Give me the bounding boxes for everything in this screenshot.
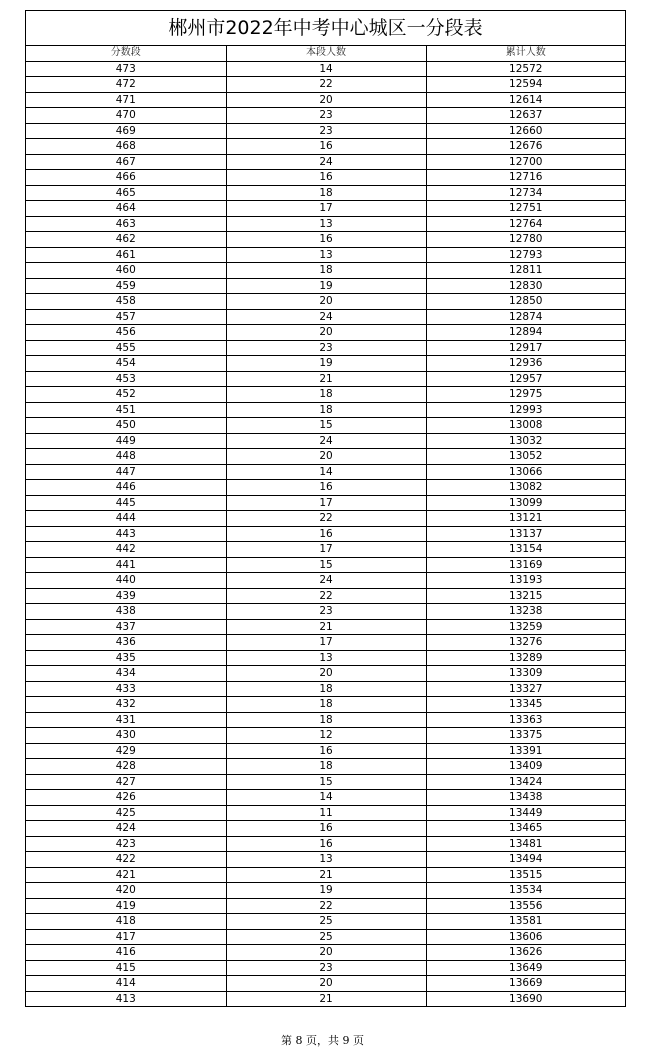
table-row bbox=[26, 976, 625, 992]
score-table bbox=[26, 46, 625, 1006]
band-count-cell: 19 bbox=[226, 356, 426, 372]
score-band-cell: 450 bbox=[26, 418, 226, 434]
score-band-cell: 470 bbox=[26, 108, 226, 124]
band-count-cell: 19 bbox=[226, 278, 426, 294]
table-row bbox=[26, 340, 625, 356]
cumulative-count-cell: 13669 bbox=[426, 976, 625, 992]
band-count-cell: 13 bbox=[226, 216, 426, 232]
score-band-cell: 417 bbox=[26, 929, 226, 945]
table-row bbox=[26, 914, 625, 930]
score-band-cell: 441 bbox=[26, 557, 226, 573]
cumulative-count-cell: 13082 bbox=[426, 480, 625, 496]
table-row bbox=[26, 759, 625, 775]
cumulative-count-cell: 12660 bbox=[426, 123, 625, 139]
table-row bbox=[26, 821, 625, 837]
score-band-cell: 472 bbox=[26, 77, 226, 93]
table-row bbox=[26, 666, 625, 682]
score-band-cell: 464 bbox=[26, 201, 226, 217]
band-count-cell: 16 bbox=[226, 139, 426, 155]
table-row bbox=[26, 402, 625, 418]
cumulative-count-cell: 12614 bbox=[426, 92, 625, 108]
header-band-count: 本段人数 bbox=[226, 46, 426, 61]
table-row bbox=[26, 449, 625, 465]
cumulative-count-cell: 13363 bbox=[426, 712, 625, 728]
band-count-cell: 13 bbox=[226, 650, 426, 666]
band-count-cell: 11 bbox=[226, 805, 426, 821]
cumulative-count-cell: 12764 bbox=[426, 216, 625, 232]
cumulative-count-cell: 13193 bbox=[426, 573, 625, 589]
cumulative-count-cell: 13238 bbox=[426, 604, 625, 620]
score-band-cell: 419 bbox=[26, 898, 226, 914]
score-band-cell: 459 bbox=[26, 278, 226, 294]
band-count-cell: 14 bbox=[226, 790, 426, 806]
score-band-cell: 465 bbox=[26, 185, 226, 201]
table-row bbox=[26, 201, 625, 217]
band-count-cell: 24 bbox=[226, 433, 426, 449]
cumulative-count-cell: 13121 bbox=[426, 511, 625, 527]
band-count-cell: 20 bbox=[226, 92, 426, 108]
cumulative-count-cell: 12874 bbox=[426, 309, 625, 325]
score-distribution-sheet bbox=[25, 10, 626, 1007]
band-count-cell: 24 bbox=[226, 154, 426, 170]
table-row bbox=[26, 216, 625, 232]
table-row bbox=[26, 945, 625, 961]
table-row bbox=[26, 805, 625, 821]
score-band-cell: 444 bbox=[26, 511, 226, 527]
cumulative-count-cell: 13626 bbox=[426, 945, 625, 961]
band-count-cell: 20 bbox=[226, 945, 426, 961]
band-count-cell: 24 bbox=[226, 309, 426, 325]
band-count-cell: 20 bbox=[226, 294, 426, 310]
table-row bbox=[26, 387, 625, 403]
score-band-cell: 428 bbox=[26, 759, 226, 775]
table-row bbox=[26, 278, 625, 294]
band-count-cell: 14 bbox=[226, 61, 426, 77]
score-band-cell: 457 bbox=[26, 309, 226, 325]
cumulative-count-cell: 13409 bbox=[426, 759, 625, 775]
table-row bbox=[26, 309, 625, 325]
table-row bbox=[26, 294, 625, 310]
cumulative-count-cell: 13690 bbox=[426, 991, 625, 1006]
cumulative-count-cell: 13606 bbox=[426, 929, 625, 945]
table-row bbox=[26, 123, 625, 139]
cumulative-count-cell: 13649 bbox=[426, 960, 625, 976]
table-body bbox=[26, 61, 625, 1006]
band-count-cell: 16 bbox=[226, 821, 426, 837]
score-band-cell: 432 bbox=[26, 697, 226, 713]
band-count-cell: 20 bbox=[226, 976, 426, 992]
band-count-cell: 20 bbox=[226, 325, 426, 341]
cumulative-count-cell: 13137 bbox=[426, 526, 625, 542]
cumulative-count-cell: 13032 bbox=[426, 433, 625, 449]
band-count-cell: 13 bbox=[226, 247, 426, 263]
band-count-cell: 18 bbox=[226, 712, 426, 728]
table-row bbox=[26, 557, 625, 573]
score-band-cell: 463 bbox=[26, 216, 226, 232]
band-count-cell: 19 bbox=[226, 883, 426, 899]
cumulative-count-cell: 13066 bbox=[426, 464, 625, 480]
score-band-cell: 460 bbox=[26, 263, 226, 279]
band-count-cell: 16 bbox=[226, 480, 426, 496]
score-band-cell: 438 bbox=[26, 604, 226, 620]
cumulative-count-cell: 12830 bbox=[426, 278, 625, 294]
cumulative-count-cell: 13438 bbox=[426, 790, 625, 806]
score-band-cell: 416 bbox=[26, 945, 226, 961]
cumulative-count-cell: 12676 bbox=[426, 139, 625, 155]
cumulative-count-cell: 12780 bbox=[426, 232, 625, 248]
table-row bbox=[26, 154, 625, 170]
table-row bbox=[26, 61, 625, 77]
table-row bbox=[26, 836, 625, 852]
score-band-cell: 466 bbox=[26, 170, 226, 186]
cumulative-count-cell: 12975 bbox=[426, 387, 625, 403]
score-band-cell: 421 bbox=[26, 867, 226, 883]
table-row bbox=[26, 92, 625, 108]
table-row bbox=[26, 139, 625, 155]
cumulative-count-cell: 12700 bbox=[426, 154, 625, 170]
score-band-cell: 420 bbox=[26, 883, 226, 899]
band-count-cell: 18 bbox=[226, 263, 426, 279]
band-count-cell: 21 bbox=[226, 371, 426, 387]
header-score-band: 分数段 bbox=[26, 46, 226, 61]
table-row bbox=[26, 852, 625, 868]
cumulative-count-cell: 13424 bbox=[426, 774, 625, 790]
score-band-cell: 456 bbox=[26, 325, 226, 341]
table-row bbox=[26, 960, 625, 976]
cumulative-count-cell: 13494 bbox=[426, 852, 625, 868]
table-row bbox=[26, 108, 625, 124]
cumulative-count-cell: 12751 bbox=[426, 201, 625, 217]
table-row bbox=[26, 898, 625, 914]
score-band-cell: 440 bbox=[26, 573, 226, 589]
score-band-cell: 415 bbox=[26, 960, 226, 976]
band-count-cell: 13 bbox=[226, 852, 426, 868]
cumulative-count-cell: 13099 bbox=[426, 495, 625, 511]
cumulative-count-cell: 13449 bbox=[426, 805, 625, 821]
band-count-cell: 21 bbox=[226, 619, 426, 635]
cumulative-count-cell: 13259 bbox=[426, 619, 625, 635]
score-band-cell: 455 bbox=[26, 340, 226, 356]
score-band-cell: 445 bbox=[26, 495, 226, 511]
table-row bbox=[26, 588, 625, 604]
table-row bbox=[26, 232, 625, 248]
score-band-cell: 414 bbox=[26, 976, 226, 992]
table-row bbox=[26, 325, 625, 341]
band-count-cell: 20 bbox=[226, 449, 426, 465]
score-band-cell: 468 bbox=[26, 139, 226, 155]
score-band-cell: 439 bbox=[26, 588, 226, 604]
band-count-cell: 16 bbox=[226, 170, 426, 186]
table-row bbox=[26, 573, 625, 589]
cumulative-count-cell: 12594 bbox=[426, 77, 625, 93]
band-count-cell: 16 bbox=[226, 743, 426, 759]
score-band-cell: 454 bbox=[26, 356, 226, 372]
cumulative-count-cell: 13215 bbox=[426, 588, 625, 604]
band-count-cell: 23 bbox=[226, 604, 426, 620]
band-count-cell: 22 bbox=[226, 511, 426, 527]
band-count-cell: 15 bbox=[226, 774, 426, 790]
table-row bbox=[26, 247, 625, 263]
cumulative-count-cell: 13581 bbox=[426, 914, 625, 930]
score-band-cell: 435 bbox=[26, 650, 226, 666]
band-count-cell: 25 bbox=[226, 929, 426, 945]
table-row bbox=[26, 790, 625, 806]
score-band-cell: 427 bbox=[26, 774, 226, 790]
table-row bbox=[26, 867, 625, 883]
cumulative-count-cell: 12850 bbox=[426, 294, 625, 310]
cumulative-count-cell: 13309 bbox=[426, 666, 625, 682]
score-band-cell: 434 bbox=[26, 666, 226, 682]
table-row bbox=[26, 728, 625, 744]
header-cumulative-count: 累计人数 bbox=[426, 46, 625, 61]
band-count-cell: 23 bbox=[226, 123, 426, 139]
band-count-cell: 24 bbox=[226, 573, 426, 589]
score-band-cell: 431 bbox=[26, 712, 226, 728]
cumulative-count-cell: 12993 bbox=[426, 402, 625, 418]
score-band-cell: 436 bbox=[26, 635, 226, 651]
score-band-cell: 449 bbox=[26, 433, 226, 449]
table-row bbox=[26, 77, 625, 93]
band-count-cell: 18 bbox=[226, 402, 426, 418]
cumulative-count-cell: 12917 bbox=[426, 340, 625, 356]
cumulative-count-cell: 13534 bbox=[426, 883, 625, 899]
cumulative-count-cell: 13327 bbox=[426, 681, 625, 697]
score-band-cell: 424 bbox=[26, 821, 226, 837]
cumulative-count-cell: 12793 bbox=[426, 247, 625, 263]
score-band-cell: 422 bbox=[26, 852, 226, 868]
score-band-cell: 413 bbox=[26, 991, 226, 1006]
cumulative-count-cell: 13556 bbox=[426, 898, 625, 914]
table-row bbox=[26, 464, 625, 480]
cumulative-count-cell: 13375 bbox=[426, 728, 625, 744]
band-count-cell: 15 bbox=[226, 418, 426, 434]
cumulative-count-cell: 13154 bbox=[426, 542, 625, 558]
table-row bbox=[26, 356, 625, 372]
table-title: 郴州市2022年中考中心城区一分段表 bbox=[26, 11, 625, 46]
score-band-cell: 453 bbox=[26, 371, 226, 387]
cumulative-count-cell: 13391 bbox=[426, 743, 625, 759]
band-count-cell: 25 bbox=[226, 914, 426, 930]
score-band-cell: 425 bbox=[26, 805, 226, 821]
score-band-cell: 426 bbox=[26, 790, 226, 806]
band-count-cell: 23 bbox=[226, 340, 426, 356]
band-count-cell: 15 bbox=[226, 557, 426, 573]
band-count-cell: 17 bbox=[226, 495, 426, 511]
table-row bbox=[26, 650, 625, 666]
band-count-cell: 16 bbox=[226, 526, 426, 542]
score-band-cell: 461 bbox=[26, 247, 226, 263]
table-row bbox=[26, 263, 625, 279]
band-count-cell: 20 bbox=[226, 666, 426, 682]
cumulative-count-cell: 13345 bbox=[426, 697, 625, 713]
cumulative-count-cell: 12936 bbox=[426, 356, 625, 372]
table-row bbox=[26, 185, 625, 201]
band-count-cell: 14 bbox=[226, 464, 426, 480]
cumulative-count-cell: 13465 bbox=[426, 821, 625, 837]
band-count-cell: 21 bbox=[226, 991, 426, 1006]
table-row bbox=[26, 418, 625, 434]
table-row bbox=[26, 480, 625, 496]
cumulative-count-cell: 12734 bbox=[426, 185, 625, 201]
header-row bbox=[26, 46, 625, 61]
band-count-cell: 22 bbox=[226, 588, 426, 604]
table-row bbox=[26, 697, 625, 713]
table-row bbox=[26, 619, 625, 635]
score-band-cell: 433 bbox=[26, 681, 226, 697]
cumulative-count-cell: 13289 bbox=[426, 650, 625, 666]
band-count-cell: 18 bbox=[226, 759, 426, 775]
score-band-cell: 437 bbox=[26, 619, 226, 635]
score-band-cell: 446 bbox=[26, 480, 226, 496]
cumulative-count-cell: 13515 bbox=[426, 867, 625, 883]
table-row bbox=[26, 774, 625, 790]
score-band-cell: 451 bbox=[26, 402, 226, 418]
table-row bbox=[26, 681, 625, 697]
band-count-cell: 23 bbox=[226, 960, 426, 976]
band-count-cell: 18 bbox=[226, 185, 426, 201]
score-band-cell: 452 bbox=[26, 387, 226, 403]
band-count-cell: 17 bbox=[226, 201, 426, 217]
cumulative-count-cell: 13008 bbox=[426, 418, 625, 434]
score-band-cell: 462 bbox=[26, 232, 226, 248]
cumulative-count-cell: 13052 bbox=[426, 449, 625, 465]
cumulative-count-cell: 13481 bbox=[426, 836, 625, 852]
band-count-cell: 17 bbox=[226, 635, 426, 651]
score-band-cell: 467 bbox=[26, 154, 226, 170]
band-count-cell: 18 bbox=[226, 681, 426, 697]
band-count-cell: 16 bbox=[226, 836, 426, 852]
table-row bbox=[26, 883, 625, 899]
band-count-cell: 12 bbox=[226, 728, 426, 744]
band-count-cell: 17 bbox=[226, 542, 426, 558]
table-row bbox=[26, 712, 625, 728]
score-band-cell: 447 bbox=[26, 464, 226, 480]
table-row bbox=[26, 929, 625, 945]
score-band-cell: 469 bbox=[26, 123, 226, 139]
score-band-cell: 418 bbox=[26, 914, 226, 930]
table-row bbox=[26, 604, 625, 620]
table-row bbox=[26, 371, 625, 387]
cumulative-count-cell: 12716 bbox=[426, 170, 625, 186]
table-row bbox=[26, 526, 625, 542]
band-count-cell: 23 bbox=[226, 108, 426, 124]
score-band-cell: 442 bbox=[26, 542, 226, 558]
table-row bbox=[26, 511, 625, 527]
page-footer: 第 8 页，共 9 页 bbox=[281, 1034, 364, 1047]
score-band-cell: 473 bbox=[26, 61, 226, 77]
table-row bbox=[26, 433, 625, 449]
table-row bbox=[26, 635, 625, 651]
cumulative-count-cell: 12572 bbox=[426, 61, 625, 77]
score-band-cell: 471 bbox=[26, 92, 226, 108]
cumulative-count-cell: 12637 bbox=[426, 108, 625, 124]
table-row bbox=[26, 991, 625, 1006]
score-band-cell: 458 bbox=[26, 294, 226, 310]
cumulative-count-cell: 12957 bbox=[426, 371, 625, 387]
cumulative-count-cell: 12811 bbox=[426, 263, 625, 279]
score-band-cell: 423 bbox=[26, 836, 226, 852]
table-row bbox=[26, 495, 625, 511]
score-band-cell: 443 bbox=[26, 526, 226, 542]
band-count-cell: 22 bbox=[226, 77, 426, 93]
score-band-cell: 429 bbox=[26, 743, 226, 759]
band-count-cell: 18 bbox=[226, 387, 426, 403]
band-count-cell: 18 bbox=[226, 697, 426, 713]
table-row bbox=[26, 743, 625, 759]
score-band-cell: 430 bbox=[26, 728, 226, 744]
table-row bbox=[26, 542, 625, 558]
cumulative-count-cell: 12894 bbox=[426, 325, 625, 341]
table-row bbox=[26, 170, 625, 186]
band-count-cell: 16 bbox=[226, 232, 426, 248]
cumulative-count-cell: 13169 bbox=[426, 557, 625, 573]
cumulative-count-cell: 13276 bbox=[426, 635, 625, 651]
band-count-cell: 22 bbox=[226, 898, 426, 914]
score-band-cell: 448 bbox=[26, 449, 226, 465]
band-count-cell: 21 bbox=[226, 867, 426, 883]
